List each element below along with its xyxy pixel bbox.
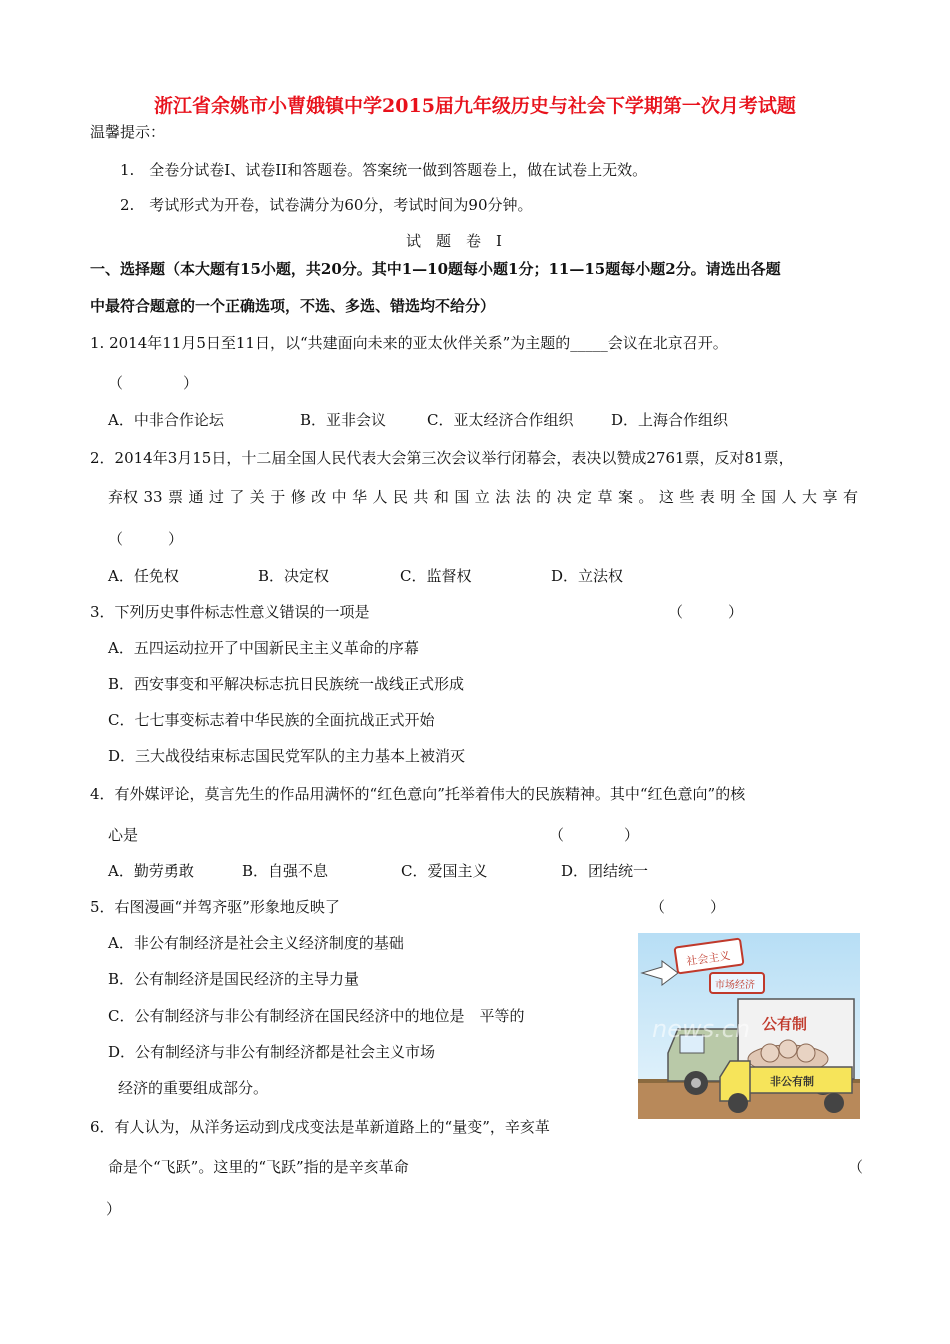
q4-stem-line1: 4．有外媒评论，莫言先生的作品用满怀的“红色意向”托举着伟大的民族精神。其中“红色意向”的核 (90, 785, 746, 803)
q2-word: 定 (577, 488, 593, 506)
q5-option-d: D．公有制经济与非公有制经济都是社会主义市场 (108, 1043, 436, 1061)
q2-word: 些 (679, 488, 695, 506)
notice-item-1: 1. 全卷分试卷Ⅰ、试卷II和答题卷。答案统一做到答题卷上，做在试卷上无效。 (120, 161, 648, 179)
q2-word: 国 (761, 488, 777, 506)
q3-option-c: C．七七事变标志着中华民族的全面抗战正式开始 (108, 711, 435, 729)
q5-option-b: B．公有制经济是国民经济的主导力量 (108, 970, 360, 988)
q5-stem: 5．右图漫画“并驾齐驱”形象地反映了 (90, 898, 340, 916)
part1-instructions-line2: 中最符合题意的一个正确选项，不选、多选、错选均不给分） (90, 297, 496, 315)
q6-stem-line1: 6．有人认为，从洋务运动到戊戌变法是革新道路上的“量变”，辛亥革 (90, 1118, 550, 1136)
q2-word: 通 (188, 488, 204, 506)
q2-word: 明 (720, 488, 736, 506)
notice-heading: 温馨提示： (90, 123, 166, 141)
q2-word: 改 (311, 488, 327, 506)
q2-word: 立 (474, 488, 490, 506)
q6-stem-line2: 命是个“飞跃”。这里的“飞跃”指的是辛亥革命 (108, 1158, 409, 1176)
truck-small-label: 非公有制 (770, 1075, 814, 1088)
q2-word: 法 (495, 488, 511, 506)
q4-answer-paren: （ ） (549, 826, 640, 844)
q2-word: 民 (392, 488, 408, 506)
q2-word: 法 (515, 488, 531, 506)
q1-answer-paren: （ ） (108, 374, 199, 392)
q2-word: 案 (617, 488, 633, 506)
q6-paren-close: ） (106, 1200, 122, 1218)
q3-option-a: A．五四运动拉开了中国新民主主义革命的序幕 (108, 639, 419, 657)
q1-option-c: C．亚太经济合作组织 (427, 411, 574, 429)
truck-big-label: 公有制 (762, 1015, 808, 1033)
q3-option-b: B．西安事变和平解决标志抗日民族统一战线正式形成 (108, 675, 465, 693)
q2-word: 33 (143, 488, 163, 506)
q2-option-c: C．监督权 (400, 567, 472, 585)
exam-title: 浙江省余姚市小曹娥镇中学2015届九年级历史与社会下学期第一次月考试题 (154, 95, 796, 117)
q5-option-a: A．非公有制经济是社会主义经济制度的基础 (108, 934, 404, 952)
q2-answer-paren: （ ） (108, 530, 184, 548)
sign-bottom-text: 市场经济 (715, 980, 755, 991)
q2-word: 的 (536, 488, 552, 506)
q5-option-c: C．公有制经济与非公有制经济在国民经济中的地位是 平等的 (108, 1007, 525, 1025)
cartoon-illustration (638, 933, 860, 1119)
q1-stem: 1. 2014年11月5日至11日，以“共建面向未来的亚太伙伴关系”为主题的_____会议在北京召开。 (90, 334, 728, 352)
q2-word: 人 (781, 488, 797, 506)
q2-word: 草 (597, 488, 613, 506)
part1-instructions-line1: 一、选择题（本大题有15小题，共20分。其中1—10题每小题1分；11—15题每小题2分。请选出各题 (90, 260, 781, 278)
q1-option-a: A．中非合作论坛 (108, 411, 224, 429)
q2-option-a: A．任免权 (108, 567, 179, 585)
q2-word: 共 (413, 488, 429, 506)
q5-answer-paren: （ ） (650, 898, 726, 916)
q2-word: 表 (699, 488, 715, 506)
q2-word: 享 (822, 488, 838, 506)
q2-word: 决 (556, 488, 572, 506)
q2-word: 人 (372, 488, 388, 506)
q2-word: 全 (740, 488, 756, 506)
q2-word: 这 (658, 488, 674, 506)
q2-word: 华 (352, 488, 368, 506)
watermark-text: news.cn (652, 1015, 751, 1043)
notice-item-2: 2. 考试形式为开卷，试卷满分为60分，考试时间为90分钟。 (120, 196, 533, 214)
q2-word: 了 (229, 488, 245, 506)
q6-paren-open: （ (848, 1158, 864, 1176)
q4-option-a: A．勤劳勇敢 (108, 862, 194, 880)
q2-word: 国 (454, 488, 470, 506)
q2-word: 大 (802, 488, 818, 506)
q2-stem-line1: 2．2014年3月15日，十二届全国人民代表大会第三次会议举行闭幕会，表决以赞成2761票，反对81票， (90, 449, 794, 467)
q2-word: 票 (167, 488, 183, 506)
q2-stem-line2 (108, 487, 858, 507)
q3-answer-paren: （ ） (668, 603, 744, 621)
q3-option-d: D．三大战役结束标志国民党军队的主力基本上被消灭 (108, 747, 466, 765)
q2-word: 修 (290, 488, 306, 506)
q2-word: 和 (433, 488, 449, 506)
sign-top-text: 社会主义 (685, 949, 732, 969)
q5-option-d-continued: 经济的重要组成部分。 (118, 1079, 269, 1097)
q2-word: 有 (842, 488, 858, 506)
q1-option-b: B．亚非会议 (300, 411, 387, 429)
q1-option-d: D．上海合作组织 (611, 411, 729, 429)
q2-word: 关 (249, 488, 265, 506)
q2-option-b: B．决定权 (258, 567, 330, 585)
q2-option-d: D．立法权 (551, 567, 624, 585)
q4-option-b: B．自强不息 (242, 862, 329, 880)
q3-stem: 3．下列历史事件标志性意义错误的一项是 (90, 603, 370, 621)
q4-option-d: D．团结统一 (561, 862, 649, 880)
q4-option-c: C．爱国主义 (401, 862, 488, 880)
section-heading: 试 题 卷 Ⅰ (406, 232, 502, 250)
q4-stem-line2: 心是 (108, 826, 139, 844)
q2-word: 。 (638, 488, 654, 506)
q2-word: 于 (270, 488, 286, 506)
q2-word: 中 (331, 488, 347, 506)
q2-word: 弃权 (108, 488, 139, 506)
q2-word: 过 (208, 488, 224, 506)
